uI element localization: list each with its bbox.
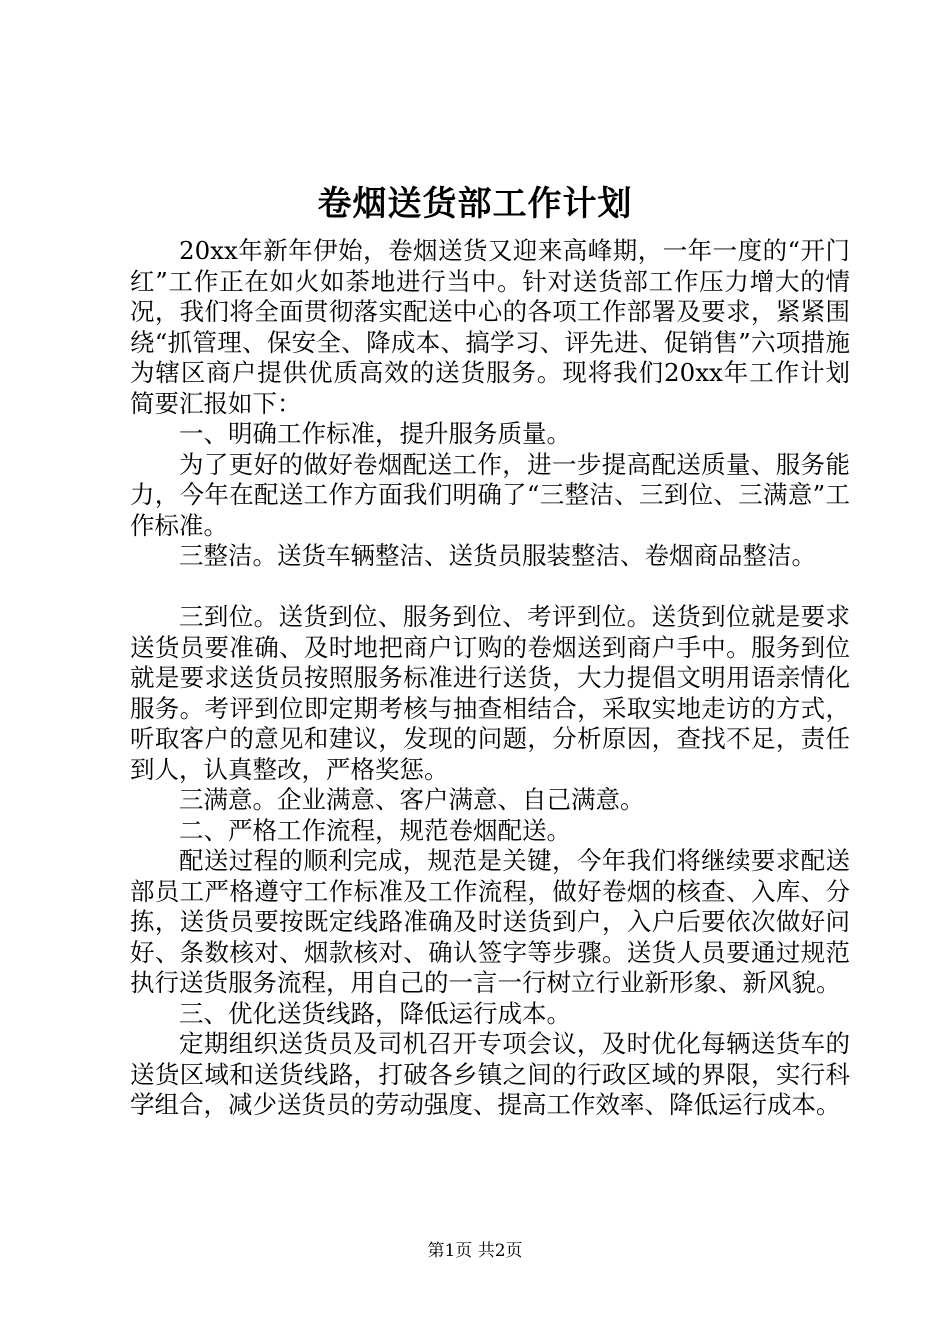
paragraph-three-satisfied: 三满意。企业满意、客户满意、自己满意。	[179, 785, 645, 814]
paragraph-three-in-place: 三到位。送货到位、服务到位、考评到位。送货到位就是要求送货员要准确、及时地把商户订购的卷烟送到商户手中。服务到位就是要求送货员按照服务标准进行送货，大力提倡文明用语亲情化服务。考评到位即定期考核与抽查相结合，采取实地走访的方式，听取客户的意见和建议，发现的问题，分析原因，查找不足，责任到人，认真整改，严格奖惩。	[130, 602, 850, 784]
paragraph-intro: 20xx年新年伊始，卷烟送货又迎来高峰期，一年一度的“开门红”工作正在如火如荼地进行当中。针对送货部工作压力增大的情况，我们将全面贯彻落实配送中心的各项工作部署及要求，紧紧围绕“抓管理、保安全、降成本、搞学习、评先进、促销售”六项措施为辖区商户提供优质高效的送货服务。现将我们20xx年工作计划简要汇报如下：	[130, 236, 850, 418]
document-title: 卷烟送货部工作计划	[317, 184, 633, 224]
paragraph-section-2: 配送过程的顺利完成，规范是关键，今年我们将继续要求配送部员工严格遵守工作标准及工作流程，做好卷烟的核查、入库、分拣，送货员要按既定线路准确及时送货到户，入户后要依次做好问好、条数核对、烟款核对、确认签字等步骤。送货人员要通过规范执行送货服务流程，用自己的一言一行树立行业新形象、新风貌。	[130, 846, 850, 997]
page-footer: 第1页 共2页	[427, 1241, 523, 1261]
paragraph-section-1: 为了更好的做好卷烟配送工作，进一步提高配送质量、服务能力，今年在配送工作方面我们明确了“三整洁、三到位、三满意”工作标准。	[130, 449, 850, 540]
paragraph-section-3: 定期组织送货员及司机召开专项会议，及时优化每辆送货车的送货区域和送货线路，打破各乡镇之间的行政区域的界限，实行科学组合，减少送货员的劳动强度、提高工作效率、降低运行成本。	[130, 1029, 850, 1119]
document-body	[130, 236, 850, 1121]
paragraph-three-clean: 三整洁。送货车辆整洁、送货员服装整洁、卷烟商品整洁。	[179, 541, 816, 570]
heading-section-1: 一、明确工作标准，提升服务质量。	[179, 419, 571, 448]
heading-section-2: 二、严格工作流程，规范卷烟配送。	[179, 815, 571, 845]
blank-line	[130, 572, 850, 603]
heading-section-3: 三、优化送货线路，降低运行成本。	[179, 998, 571, 1028]
